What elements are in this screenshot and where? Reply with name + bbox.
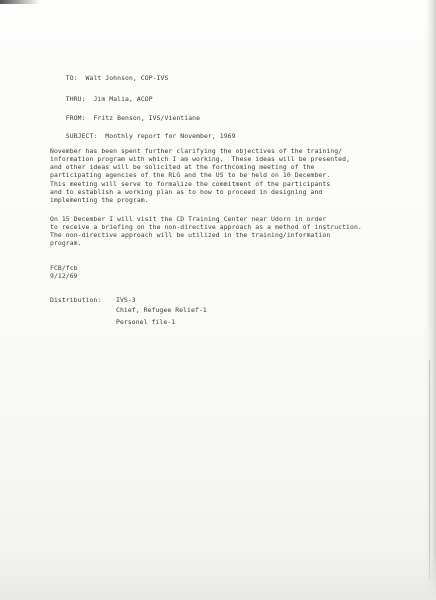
to-label: TO:	[65, 74, 78, 82]
paragraph-line: information program with which I am working. These ideas will be presented,	[50, 155, 351, 163]
scan-artifact	[0, 0, 40, 4]
subject-label: SUBJECT:	[65, 132, 98, 140]
initials: FCB/fcb	[50, 264, 78, 272]
distribution-item: IVS-3	[116, 296, 136, 304]
paragraph-line: and to establish a working plan as to how to proceed in designing and	[50, 188, 323, 196]
paragraph-line: and other ideas will be solicited at the forthcoming meeting of the	[50, 163, 315, 171]
bottom-shadow	[0, 550, 436, 600]
paragraph-line: On 15 December I will visit the CD Training Center near Udorn in order	[50, 215, 327, 223]
thru-label: THRU:	[65, 95, 86, 103]
page-fold-line	[429, 360, 430, 580]
paragraph-line: This meeting will serve to formalize the commitment of the participants	[50, 180, 331, 188]
paragraph-line: The non-directive approach will be utilized in the training/information	[50, 231, 331, 239]
subject-line	[50, 124, 236, 148]
distribution-item: Personel file-1	[116, 318, 176, 326]
from-label: FROM:	[65, 114, 86, 122]
paragraph-line: to receive a briefing on the non-directive approach as a method of instruction.	[50, 223, 362, 231]
paragraph-line: implementing the program.	[50, 196, 149, 204]
to-value: Walt Johnson, COP-IVS	[85, 74, 169, 82]
distribution-item: Chief, Refugee Relief-1	[116, 306, 207, 314]
distribution-label: Distribution:	[50, 296, 102, 304]
page-edge-shadow	[426, 0, 436, 600]
subject-value: Monthly report for November, 1969	[105, 132, 236, 140]
thru-value: Jim Malia, ACOP	[93, 95, 153, 103]
from-value: Fritz Benson, IVS/Vientiane	[93, 114, 201, 122]
memo-date: 9/12/69	[50, 272, 78, 280]
paragraph-line: November has been spent further clarifying the objectives of the training/	[50, 147, 343, 155]
paragraph-line: program.	[50, 239, 82, 247]
paragraph-line: participating agencies of the RLG and the US to be held on 10 December.	[50, 171, 331, 179]
